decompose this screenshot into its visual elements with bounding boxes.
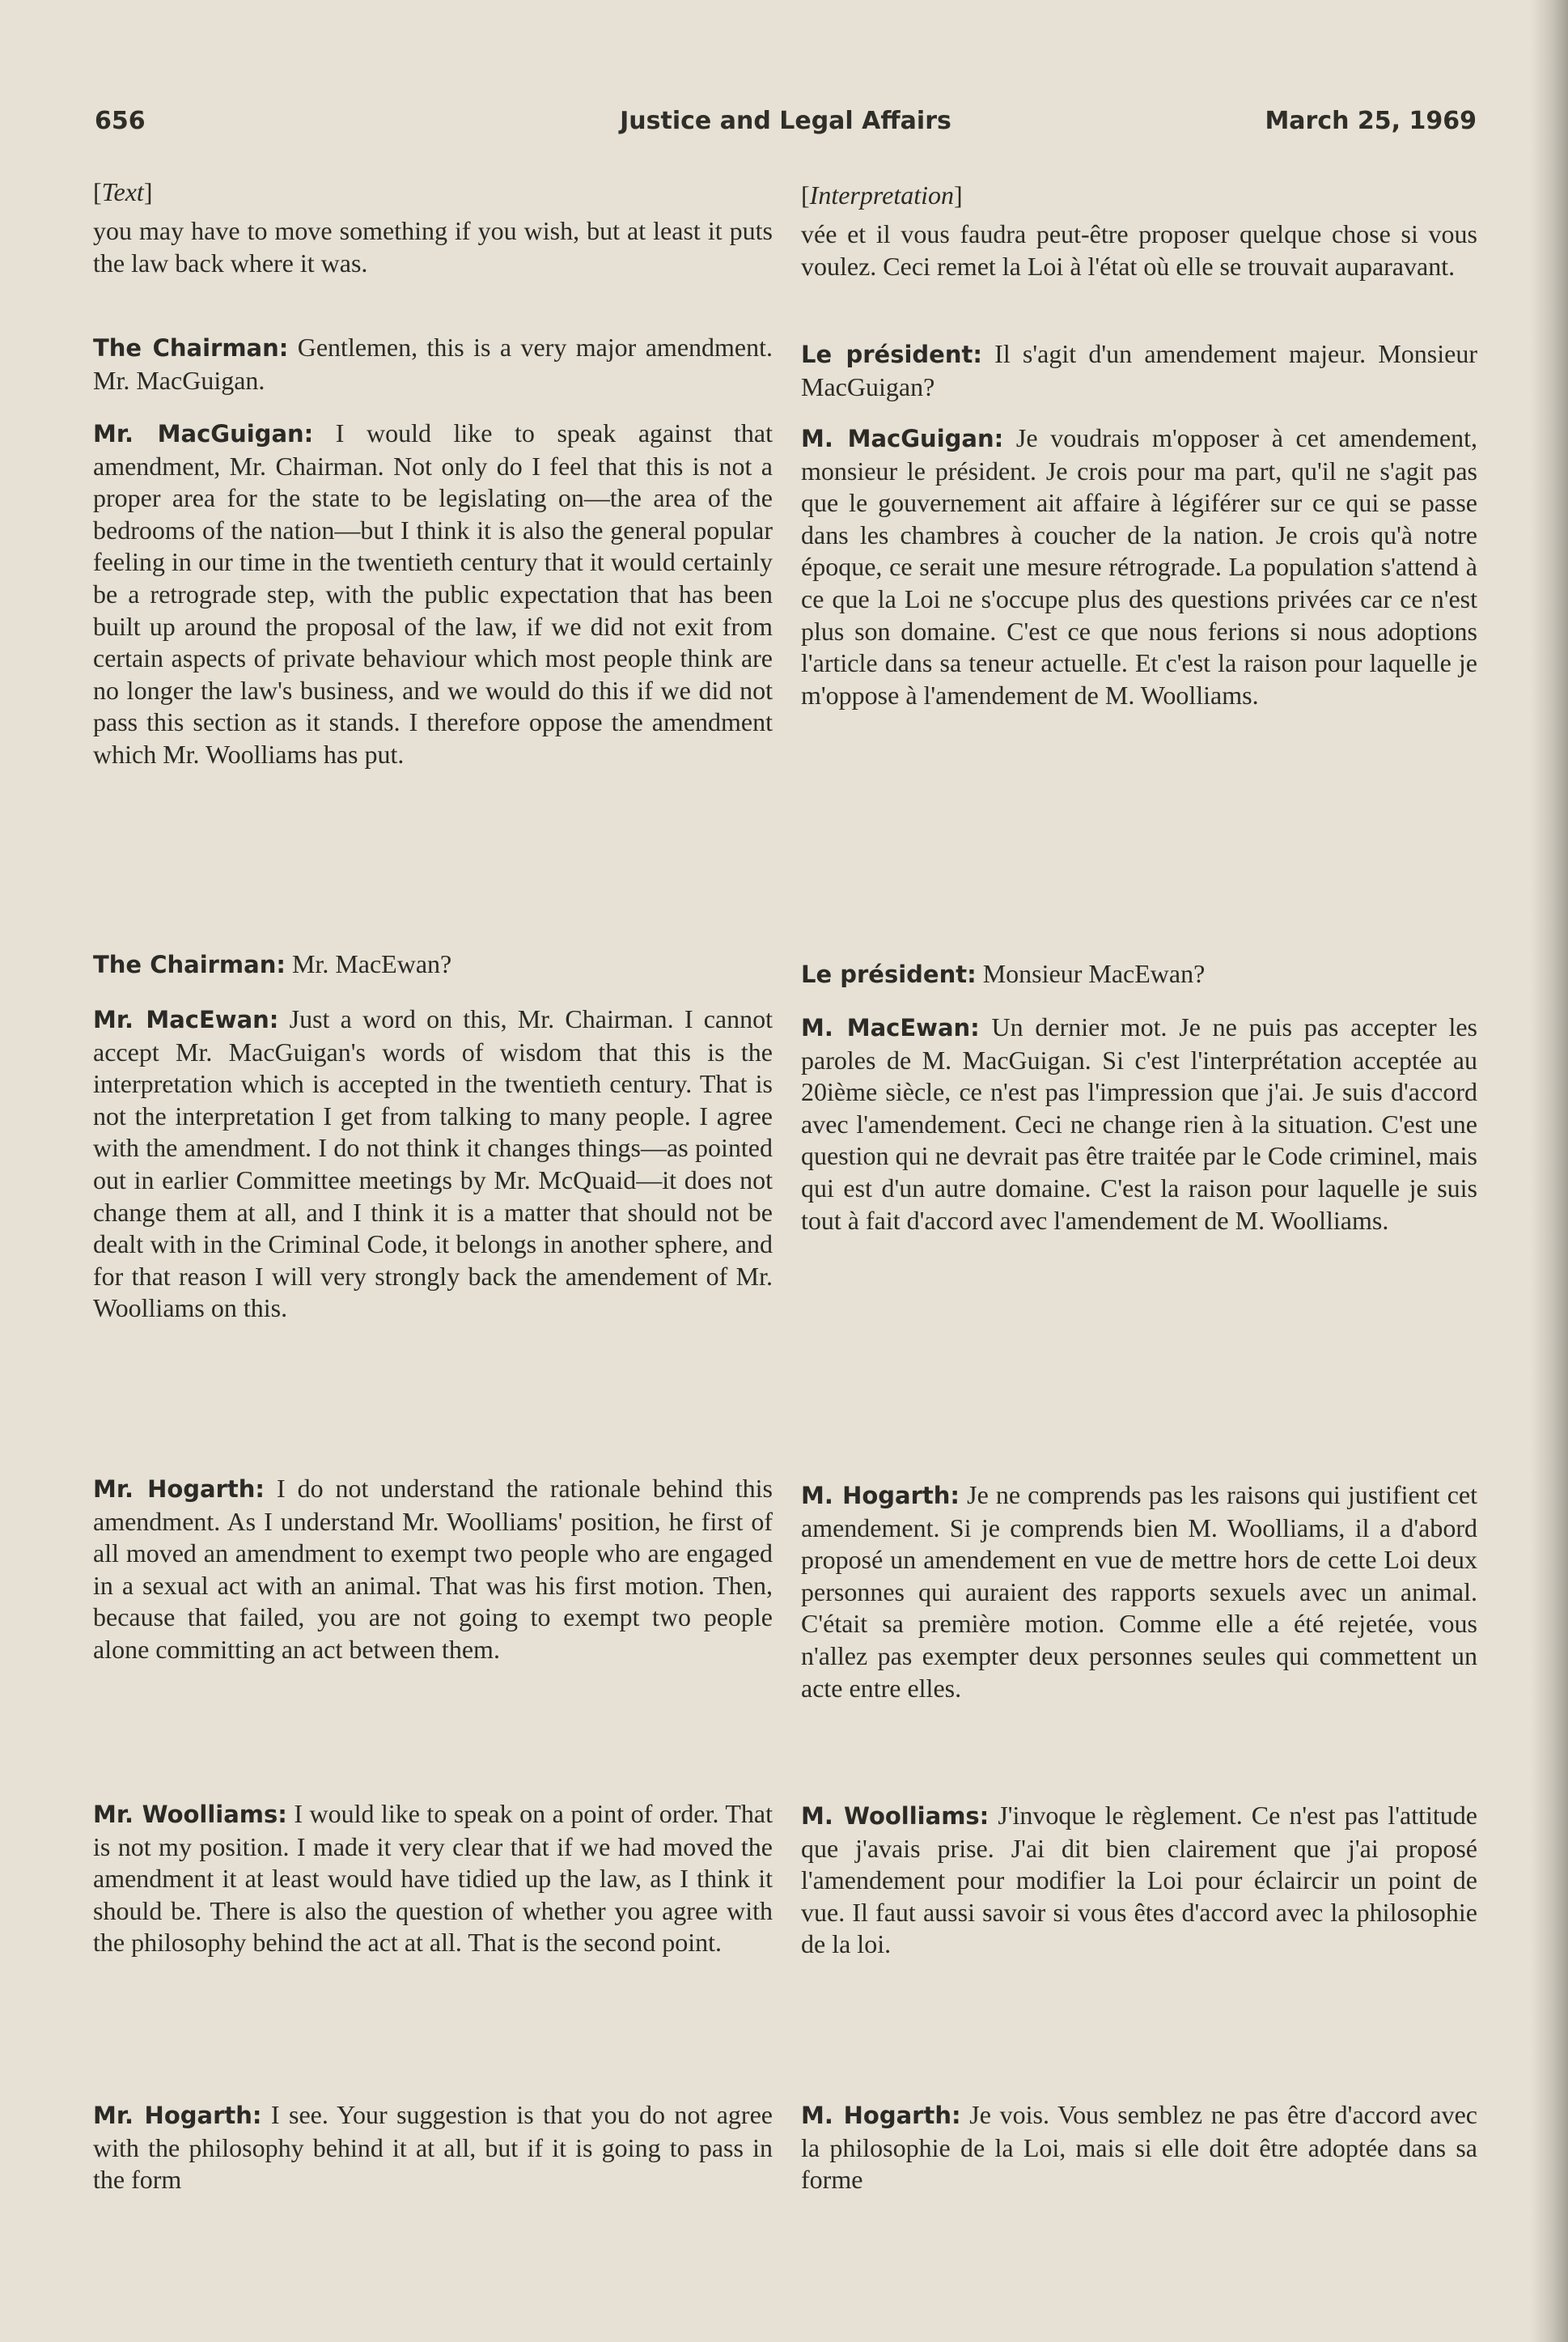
continuation-paragraph: you may have to move something if you wish, but at least it puts the law back where it was. [93, 216, 773, 278]
speech-chairman-1: The Chairman: Gentlemen, this is a very major amendment. Mr. MacGuigan. [93, 333, 773, 395]
speech-woolliams: M. Woolliams: J'invoque le règlement. Ce n'est pas l'attitude que j'avais prise. J'ai dit bien clairement que j'ai proposé l'amendement pour modifier la Loi pour éclaircir un point de vue. Il faut aussi savoir si vous êtes d'accord avec la philosophie de la loi. [801, 1801, 1477, 1959]
speech-hogarth-2: Mr. Hogarth: I see. Your suggestion is that you do not agree with the philosophy behind it at all, but if it is going to pass in the form [93, 2100, 773, 2195]
speech-president-1: Le président: Il s'agit d'un amendement majeur. Monsieur MacGuigan? [801, 339, 1477, 401]
header-title: Justice and Legal Affairs [620, 107, 951, 135]
speech-hogarth-1: Mr. Hogarth: I do not understand the rationale behind this amendment. As I understand Mr. Woolliams' position, he first of all moved an amendment to exempt two people who are engaged in a sexual act with an animal. That was his first motion. Then, because that failed, you are not going to exempt two people alone committing an act between them. [93, 1474, 773, 1664]
section-label-text: [Text] [93, 177, 153, 206]
speaker-name: Le président: [801, 341, 982, 368]
speech-president-2: Le président: Monsieur MacEwan? [801, 959, 1206, 988]
speech-hogarth-1: M. Hogarth: Je ne comprends pas les raisons qui justifient cet amendement. Si je comprends bien M. Woolliams, il a d'abord proposé un amendement en vue de mettre hors de cette Loi deux personnes qui auraient des rapports sexuels avec un animal. C'était sa première motion. Comme elle a été rejetée, vous n'allez pas exempter deux personnes seules qui commettent un acte entre elles. [801, 1480, 1478, 1703]
speaker-name: The Chairman: [93, 334, 289, 362]
speaker-name: M. MacEwan: [801, 1014, 980, 1042]
speaker-name: Mr. Woolliams: [93, 1801, 287, 1828]
speech-macewan: M. MacEwan: Un dernier mot. Je ne puis pas accepter les paroles de M. MacGuigan. Si c'est l'interprétation acceptée au 20ième siècle, ce n'est pas l'impression que j'ai. Je suis d'accord avec l'amendement. Ceci ne change rien à la situation. C'est une question qui ne devrait pas être traitée par le Code criminel, mais qui est d'un autre domaine. C'est la raison pour laquelle je suis tout à fait d'accord avec l'amendement de M. Woolliams. [801, 1012, 1477, 1235]
speaker-name: Mr. MacGuigan: [93, 420, 314, 448]
running-header [95, 107, 1477, 147]
speaker-name: Mr. MacEwan: [93, 1006, 279, 1033]
speech-macewan: Mr. MacEwan: Just a word on this, Mr. Chairman. I cannot accept Mr. MacGuigan's words of wisdom that this is the interpretation which is accepted in the twentieth century. That is not the interpretation I get from talking to many people. I agree with the amendment. I do not think it changes things—as pointed out in earlier Committee meetings by Mr. McQuaid—it does not change them at all, and I think it is a matter that should not be dealt with in the Criminal Code, it belongs in another sphere, and for that reason I will very strongly back the amendement of Mr. Woolliams on this. [93, 1004, 773, 1323]
page-number: 656 [95, 107, 146, 135]
speaker-name: Le président: [801, 961, 977, 988]
header-date: March 25, 1969 [1265, 107, 1477, 135]
speaker-name: Mr. Hogarth: [93, 1475, 265, 1503]
speaker-name: M. Hogarth: [801, 1482, 960, 1509]
speech-macguigan: Mr. MacGuigan: I would like to speak against that amendment, Mr. Chairman. Not only do I feel that this is not a proper area for the state to be legislating on—the area of the bedrooms of the nation—but I think it is also the general popular feeling in our time in the twentieth century that it would certainly be a retrograde step, with the public expectation that has been built up around the proposal of the law, if we did not exit from certain aspects of private behaviour which most people think are no longer the law's business, and we would do this if we did not pass this section as it stands. I therefore oppose the amendment which Mr. Woolliams has put. [93, 418, 773, 769]
speaker-name: M. Hogarth: [801, 2102, 961, 2129]
section-label-interpretation: [Interpretation] [801, 180, 963, 210]
speaker-name: M. Woolliams: [801, 1802, 990, 1830]
speaker-name: M. MacGuigan: [801, 425, 1004, 452]
speech-macguigan: M. MacGuigan: Je voudrais m'opposer à cet amendement, monsieur le président. Je crois pour ma part, qu'il ne s'agit pas que le gouvernement ait affaire à légiférer sur ce qui se passe dans les chambres à coucher de la nation. Je crois qu'à notre époque, ce serait une mesure rétrograde. La population s'attend à ce que la Loi ne s'occupe plus des questions privées car ce n'est plus son domaine. C'est ce que nous ferions si nous adoptions l'article dans sa teneur actuelle. Et c'est la raison pour laquelle je m'oppose à l'amendement de M. Woolliams. [801, 423, 1477, 710]
speaker-name: Mr. Hogarth: [93, 2102, 262, 2129]
page-edge-shadow [1531, 0, 1568, 2342]
speaker-name: The Chairman: [93, 951, 286, 978]
speech-hogarth-2: M. Hogarth: Je vois. Vous semblez ne pas être d'accord avec la philosophie de la Loi, mais si elle doit être adoptée dans sa forme [801, 2100, 1478, 2195]
speech-woolliams: Mr. Woolliams: I would like to speak on a point of order. That is not my position. I made it very clear that if we had moved the amendment it at least would have tidied up the law, as I think it should be. There is also the question of whether you agree with the philosophy behind the act at all. That is the second point. [93, 1799, 773, 1958]
continuation-paragraph: vée et il vous faudra peut-être proposer quelque chose si vous voulez. Ceci remet la Loi à l'état où elle se trouvait auparavant. [801, 219, 1477, 281]
speech-chairman-2: The Chairman: Mr. MacEwan? [93, 949, 452, 978]
